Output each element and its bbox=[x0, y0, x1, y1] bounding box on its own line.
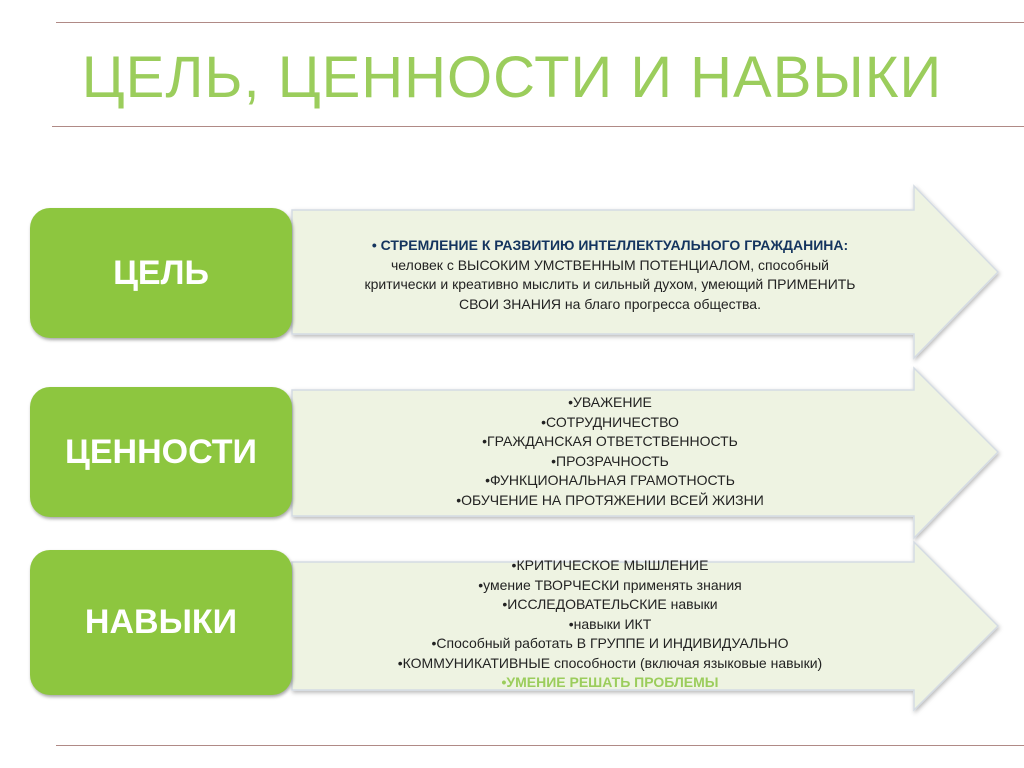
skills-label: НАВЫКИ bbox=[84, 603, 238, 641]
values-item: •УВАЖЕНИЕ bbox=[568, 394, 652, 410]
slide-title: ЦЕЛЬ, ЦЕННОСТИ И НАВЫКИ bbox=[81, 45, 943, 110]
goal-lead: • СТРЕМЛЕНИЕ К РАЗВИТИЮ ИНТЕЛЛЕКТУАЛЬНОГО ГРАЖДАНИНА: bbox=[371, 237, 849, 253]
skills-highlight: •УМЕНИЕ РЕШАТЬ ПРОБЛЕМЫ bbox=[501, 674, 719, 690]
skills-item: •Способный работать В ГРУППЕ И ИНДИВИДУАЛЬНО bbox=[431, 635, 789, 651]
skills-item: •умение ТВОРЧЕСКИ применять знания bbox=[478, 576, 742, 593]
values-list bbox=[300, 393, 920, 510]
values-item: •ПРОЗРАЧНОСТЬ bbox=[551, 452, 669, 469]
goal-label: ЦЕЛЬ bbox=[113, 253, 209, 292]
values-item: •ОБУЧЕНИЕ НА ПРОТЯЖЕНИИ ВСЕЙ ЖИЗНИ bbox=[456, 491, 764, 508]
goal-line: человек с ВЫСОКИМ УМСТВЕННЫМ ПОТЕНЦИАЛОМ, способный bbox=[391, 256, 829, 273]
goal-text bbox=[300, 236, 920, 314]
goal-line: СВОИ ЗНАНИЯ на благо прогресса общества. bbox=[459, 295, 761, 312]
skills-item: •КРИТИЧЕСКОЕ МЫШЛЕНИЕ bbox=[511, 557, 709, 573]
goal-line: критически и креативно мыслить и сильный духом, умеющий ПРИМЕНИТЬ bbox=[364, 276, 856, 292]
values-item: •ГРАЖДАНСКАЯ ОТВЕТСТВЕННОСТЬ bbox=[482, 433, 738, 449]
skills-label-box bbox=[30, 550, 292, 695]
skills-item: •навыки ИКТ bbox=[568, 615, 652, 632]
skills-list bbox=[300, 556, 920, 693]
values-item: •СОТРУДНИЧЕСТВО bbox=[541, 413, 679, 430]
skills-item: •ИССЛЕДОВАТЕЛЬСКИЕ навыки bbox=[502, 596, 718, 612]
values-label: ЦЕННОСТИ bbox=[65, 432, 257, 471]
values-item: •ФУНКЦИОНАЛЬНАЯ ГРАМОТНОСТЬ bbox=[485, 472, 735, 488]
values-label-box bbox=[30, 387, 292, 517]
goal-label-box bbox=[30, 208, 292, 338]
skills-item: •КОММУНИКАТИВНЫЕ способности (включая языковые навыки) bbox=[397, 654, 823, 671]
